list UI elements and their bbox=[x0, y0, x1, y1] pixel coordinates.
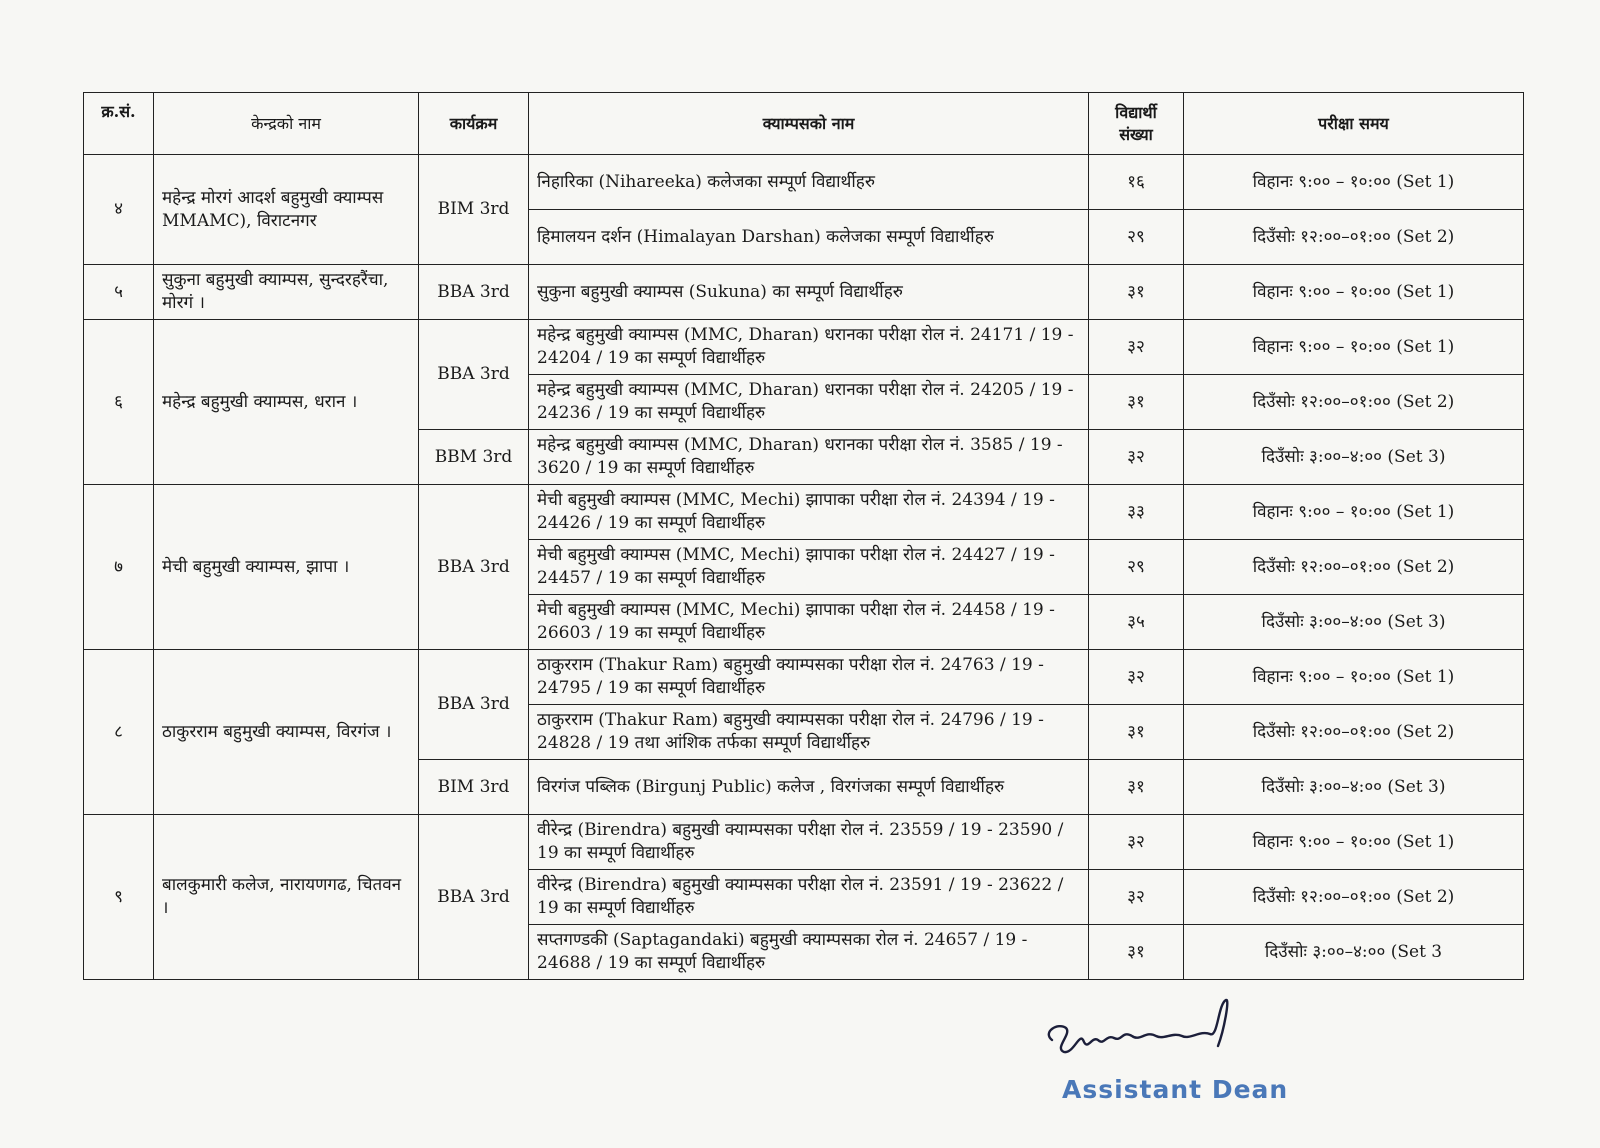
student-count: १६ bbox=[1089, 155, 1184, 210]
table-row bbox=[84, 815, 1524, 870]
student-count: ३५ bbox=[1089, 595, 1184, 650]
signatory-title: Assistant Dean bbox=[1062, 1075, 1289, 1104]
program-name: BIM 3rd bbox=[419, 155, 529, 265]
exam-time: दिउँसोः ३:००–४:०० (Set 3) bbox=[1184, 760, 1524, 815]
campus-name: विरगंज पब्लिक (Birgunj Public) कलेज , विरगंजका सम्पूर्ण विद्यार्थीहरु bbox=[529, 760, 1089, 815]
center-name: सुकुना बहुमुखी क्याम्पस, सुन्दरहरैंचा, मोरगं । bbox=[154, 265, 419, 320]
program-name: BBA 3rd bbox=[419, 485, 529, 650]
exam-time: दिउँसोः ३:००–४:०० (Set 3 bbox=[1184, 925, 1524, 980]
serial-number: ७ bbox=[84, 485, 154, 650]
campus-name: ठाकुरराम (Thakur Ram) बहुमुखी क्याम्पसका परीक्षा रोल नं. 24763 / 19 - 24795 / 19 का सम्पूर्ण विद्यार्थीहरु bbox=[529, 650, 1089, 705]
exam-time: दिउँसोः १२:००–०१:०० (Set 2) bbox=[1184, 210, 1524, 265]
exam-time: विहानः ९:०० – १०:०० (Set 1) bbox=[1184, 320, 1524, 375]
campus-name: मेची बहुमुखी क्याम्पस (MMC, Mechi) झापाका परीक्षा रोल नं. 24458 / 19 - 26603 / 19 का सम्पूर्ण विद्यार्थीहरु bbox=[529, 595, 1089, 650]
campus-name: ठाकुरराम (Thakur Ram) बहुमुखी क्याम्पसका परीक्षा रोल नं. 24796 / 19 - 24828 / 19 तथा आंशिक तर्फका सम्पूर्ण विद्यार्थीहरु bbox=[529, 705, 1089, 760]
program-name: BBA 3rd bbox=[419, 320, 529, 430]
serial-number: ९ bbox=[84, 815, 154, 980]
serial-number: ५ bbox=[84, 265, 154, 320]
campus-name: हिमालयन दर्शन (Himalayan Darshan) कलेजका सम्पूर्ण विद्यार्थीहरु bbox=[529, 210, 1089, 265]
table-row bbox=[84, 485, 1524, 540]
center-name: महेन्द्र मोरगं आदर्श बहुमुखी क्याम्पस MMAMC), विराटनगर bbox=[154, 155, 419, 265]
program-name: BBA 3rd bbox=[419, 265, 529, 320]
campus-name: महेन्द्र बहुमुखी क्याम्पस (MMC, Dharan) धरानका परीक्षा रोल नं. 24171 / 19 - 24204 / 19 का सम्पूर्ण विद्यार्थीहरु bbox=[529, 320, 1089, 375]
center-name: मेची बहुमुखी क्याम्पस, झापा । bbox=[154, 485, 419, 650]
schedule-body bbox=[84, 155, 1524, 980]
student-count: २९ bbox=[1089, 540, 1184, 595]
serial-number: ४ bbox=[84, 155, 154, 265]
program-name: BBM 3rd bbox=[419, 430, 529, 485]
student-count: ३३ bbox=[1089, 485, 1184, 540]
program-name: BIM 3rd bbox=[419, 760, 529, 815]
student-count: ३१ bbox=[1089, 705, 1184, 760]
header-center-name: केन्द्रको नाम bbox=[154, 93, 419, 155]
campus-name: महेन्द्र बहुमुखी क्याम्पस (MMC, Dharan) धरानका परीक्षा रोल नं. 3585 / 19 - 3620 / 19 का सम्पूर्ण विद्यार्थीहरु bbox=[529, 430, 1089, 485]
serial-number: ६ bbox=[84, 320, 154, 485]
center-name: बालकुमारी कलेज, नारायणगढ, चितवन । bbox=[154, 815, 419, 980]
student-count: ३१ bbox=[1089, 760, 1184, 815]
header-exam-time: परीक्षा समय bbox=[1184, 93, 1524, 155]
campus-name: मेची बहुमुखी क्याम्पस (MMC, Mechi) झापाका परीक्षा रोल नं. 24427 / 19 - 24457 / 19 का सम्पूर्ण विद्यार्थीहरु bbox=[529, 540, 1089, 595]
exam-time: दिउँसोः १२:००–०१:०० (Set 2) bbox=[1184, 375, 1524, 430]
exam-time: विहानः ९:०० – १०:०० (Set 1) bbox=[1184, 650, 1524, 705]
exam-time: विहानः ९:०० – १०:०० (Set 1) bbox=[1184, 155, 1524, 210]
exam-time: दिउँसोः ३:००–४:०० (Set 3) bbox=[1184, 595, 1524, 650]
student-count: ३२ bbox=[1089, 430, 1184, 485]
exam-time: विहानः ९:०० – १०:०० (Set 1) bbox=[1184, 485, 1524, 540]
header-campus-name: क्याम्पसको नाम bbox=[529, 93, 1089, 155]
student-count: ३१ bbox=[1089, 265, 1184, 320]
exam-time: दिउँसोः १२:००–०१:०० (Set 2) bbox=[1184, 705, 1524, 760]
student-count: ३१ bbox=[1089, 925, 1184, 980]
program-name: BBA 3rd bbox=[419, 650, 529, 760]
program-name: BBA 3rd bbox=[419, 815, 529, 980]
center-name: महेन्द्र बहुमुखी क्याम्पस, धरान । bbox=[154, 320, 419, 485]
center-name: ठाकुरराम बहुमुखी क्याम्पस, विरगंज । bbox=[154, 650, 419, 815]
campus-name: वीरेन्द्र (Birendra) बहुमुखी क्याम्पसका परीक्षा रोल नं. 23591 / 19 - 23622 / 19 का सम्पूर्ण विद्यार्थीहरु bbox=[529, 870, 1089, 925]
exam-time: विहानः ९:०० – १०:०० (Set 1) bbox=[1184, 265, 1524, 320]
student-count: ३२ bbox=[1089, 320, 1184, 375]
student-count: ३२ bbox=[1089, 815, 1184, 870]
campus-name: महेन्द्र बहुमुखी क्याम्पस (MMC, Dharan) धरानका परीक्षा रोल नं. 24205 / 19 - 24236 / 19 का सम्पूर्ण विद्यार्थीहरु bbox=[529, 375, 1089, 430]
campus-name: सप्तगण्डकी (Saptagandaki) बहुमुखी क्याम्पसका रोल नं. 24657 / 19 - 24688 / 19 का सम्पूर्ण विद्यार्थीहरु bbox=[529, 925, 1089, 980]
campus-name: मेची बहुमुखी क्याम्पस (MMC, Mechi) झापाका परीक्षा रोल नं. 24394 / 19 - 24426 / 19 का सम्पूर्ण विद्यार्थीहरु bbox=[529, 485, 1089, 540]
student-count: ३१ bbox=[1089, 375, 1184, 430]
exam-time: दिउँसोः १२:००–०१:०० (Set 2) bbox=[1184, 870, 1524, 925]
table-row bbox=[84, 265, 1524, 320]
exam-schedule-table bbox=[83, 92, 1524, 980]
campus-name: निहारिका (Nihareeka) कलेजका सम्पूर्ण विद्यार्थीहरु bbox=[529, 155, 1089, 210]
header-student-count: विद्यार्थी संख्या bbox=[1089, 93, 1184, 155]
student-count: ३२ bbox=[1089, 650, 1184, 705]
campus-name: वीरेन्द्र (Birendra) बहुमुखी क्याम्पसका परीक्षा रोल नं. 23559 / 19 - 23590 / 19 का सम्पूर्ण विद्यार्थीहरु bbox=[529, 815, 1089, 870]
header-program: कार्यक्रम bbox=[419, 93, 529, 155]
student-count: ३२ bbox=[1089, 870, 1184, 925]
table-row bbox=[84, 650, 1524, 705]
campus-name: सुकुना बहुमुखी क्याम्पस (Sukuna) का सम्पूर्ण विद्यार्थीहरु bbox=[529, 265, 1089, 320]
serial-number: ८ bbox=[84, 650, 154, 815]
exam-time: विहानः ९:०० – १०:०० (Set 1) bbox=[1184, 815, 1524, 870]
table-row bbox=[84, 155, 1524, 210]
header-serial-number: क्र.सं. bbox=[84, 93, 154, 155]
table-row bbox=[84, 320, 1524, 375]
exam-time: दिउँसोः १२:००–०१:०० (Set 2) bbox=[1184, 540, 1524, 595]
student-count: २९ bbox=[1089, 210, 1184, 265]
header-row bbox=[84, 93, 1524, 155]
exam-time: दिउँसोः ३:००–४:०० (Set 3) bbox=[1184, 430, 1524, 485]
